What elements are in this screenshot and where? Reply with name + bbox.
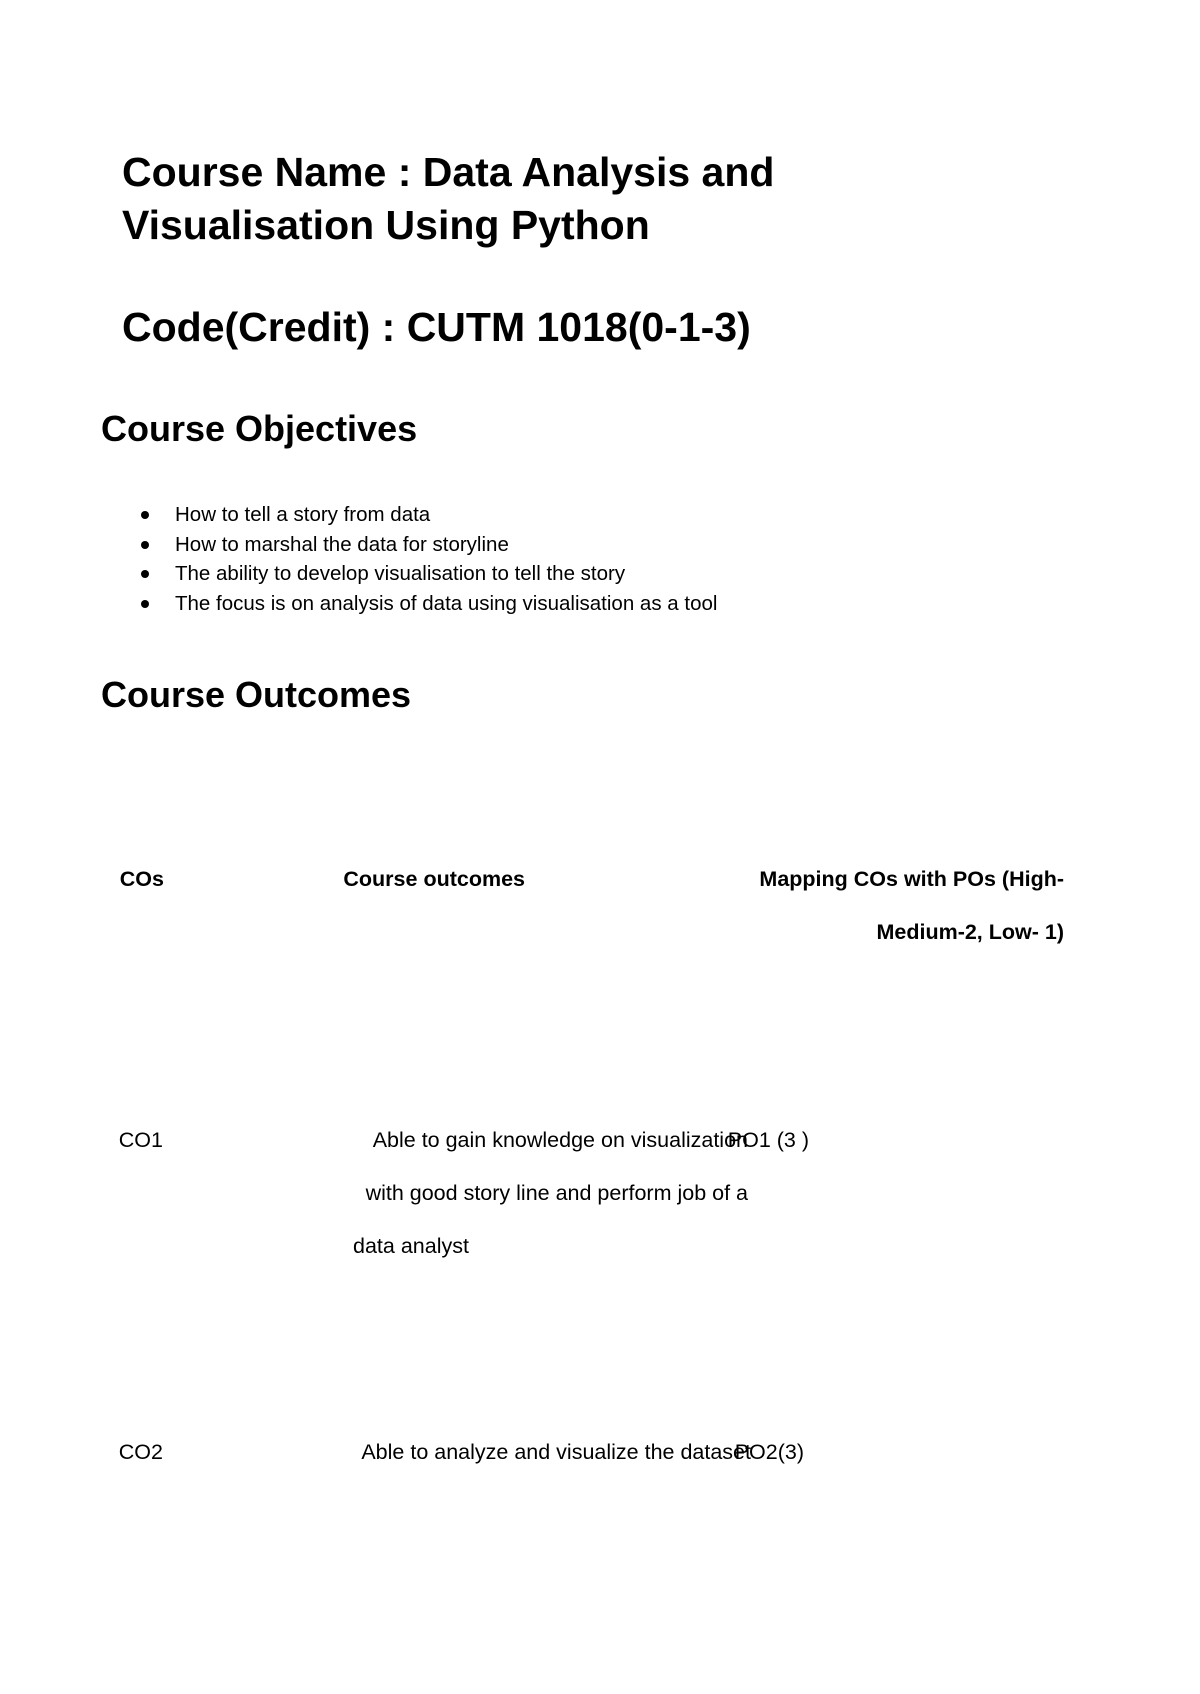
table-header-cos: COs — [119, 867, 164, 891]
objective-item: How to marshal the data for storyline — [0, 533, 717, 563]
course-outcomes-heading: Course Outcomes — [101, 674, 412, 715]
course-objectives-heading: Course Objectives — [101, 408, 418, 449]
objective-item: The ability to develop visualisation to tell the story — [0, 562, 717, 592]
course-title-line-2: Visualisation Using Python — [122, 202, 650, 248]
course-title-line-1: Course Name : Data Analysis and — [122, 149, 775, 195]
table-row-1-outcome: Able to gain knowledge on visualization with good story line and perform job of a data analyst — [353, 1128, 748, 1258]
table-row-2-co: CO2 — [118, 1440, 163, 1464]
table-row-2-mapping: PO2(3) — [734, 1440, 804, 1464]
table-header-course-outcomes: Course outcomes — [343, 867, 525, 891]
table-header-mapping: Mapping COs with POs (High- Medium-2, Low- 1) — [759, 867, 1064, 944]
table-row-2-outcome: Able to analyze and visualize the dataset — [361, 1440, 751, 1464]
objective-item: How to tell a story from data — [0, 503, 717, 533]
course-code: Code(Credit) : CUTM 1018(0-1-3) — [122, 304, 751, 350]
objective-item: The focus is on analysis of data using visualisation as a tool — [0, 592, 717, 622]
table-row-1-mapping: PO1 (3 ) — [727, 1128, 809, 1152]
table-row-1-co: CO1 — [118, 1128, 163, 1152]
